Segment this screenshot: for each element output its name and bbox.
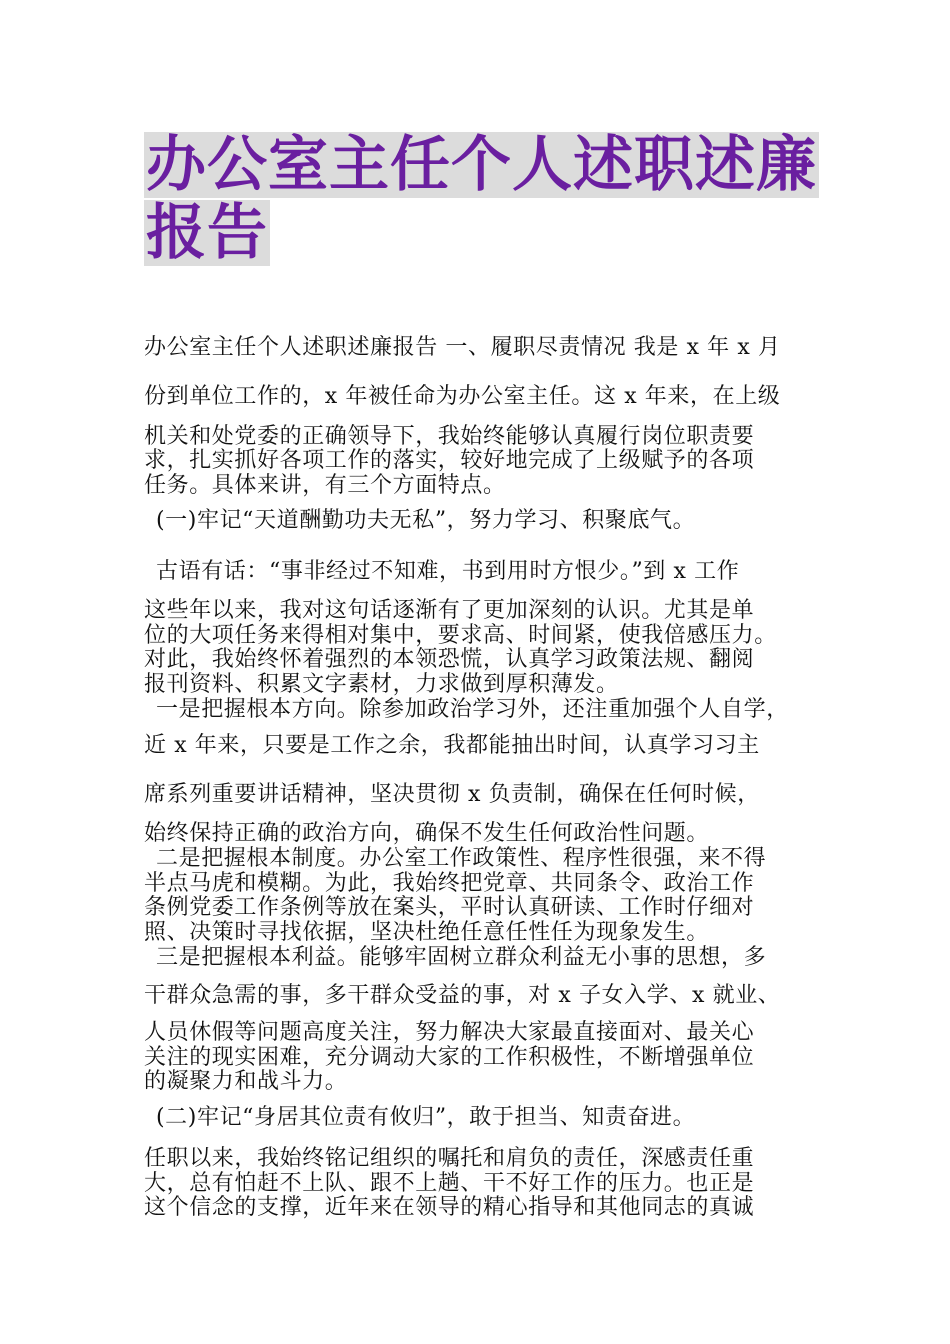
- body-line: 古语有话：“事非经过不知难，书到用时方恨少。”到 x 工作: [156, 559, 740, 584]
- body-line: 始终保持正确的政治方向，确保不发生任何政治性问题。: [144, 821, 710, 846]
- body-line: 任务。具体来讲，有三个方面特点。: [144, 473, 506, 498]
- body-line: 条例党委工作条例等放在案头，平时认真研读、工作时仔细对: [144, 895, 755, 920]
- body-line: 这个信念的支撑，近年来在领导的精心指导和其他同志的真诚: [144, 1195, 755, 1220]
- body-line: 二是把握根本制度。办公室工作政策性、程序性很强，来不得: [156, 846, 767, 871]
- body-line: 任职以来，我始终铭记组织的嘱托和肩负的责任，深感责任重: [144, 1146, 755, 1171]
- body-line: 报刊资料、积累文字素材，力求做到厚积薄发。: [144, 672, 619, 697]
- body-line: 的凝聚力和战斗力。: [144, 1069, 348, 1094]
- body-line: 照、决策时寻找依据，坚决杜绝任意任性任为现象发生。: [144, 920, 710, 945]
- body-line: 干群众急需的事，多干群众受益的事，对 x 子女入学、x 就业、: [144, 983, 781, 1008]
- body-line: 三是把握根本利益。能够牢固树立群众利益无小事的思想，多: [156, 945, 767, 970]
- body-line: 办公室主任个人述职述廉报告 一、履职尽责情况 我是 x 年 x 月: [144, 335, 781, 360]
- document-title-line-1: 办公室主任个人述职述廉: [146, 130, 817, 200]
- body-line: 人员休假等问题高度关注，努力解决大家最直接面对、最关心: [144, 1020, 755, 1045]
- body-line: 席系列重要讲话精神，坚决贯彻 x 负责制，确保在任何时候，: [144, 782, 760, 807]
- body-line: 这些年以来，我对这句话逐渐有了更加深刻的认识。尤其是单: [144, 598, 755, 623]
- body-line: 份到单位工作的，x 年被任命为办公室主任。这 x 年来，在上级: [144, 384, 781, 409]
- document-title-line-2: 报告: [146, 198, 268, 268]
- body-line: 半点马虎和模糊。为此，我始终把党章、共同条令、政治工作: [144, 871, 755, 896]
- body-line: 一是把握根本方向。除参加政治学习外，还注重加强个人自学，: [156, 697, 789, 722]
- body-line: 求，扎实抓好各项工作的落实，较好地完成了上级赋予的各项: [144, 448, 755, 473]
- body-line: 关注的现实困难，充分调动大家的工作积极性，不断增强单位: [144, 1045, 755, 1070]
- body-line: 近 x 年来，只要是工作之余，我都能抽出时间，认真学习习主: [144, 733, 760, 758]
- body-line: 对此，我始终怀着强烈的本领恐慌，认真学习政策法规、翻阅: [144, 647, 755, 672]
- body-line: 位的大项任务来得相对集中，要求高、时间紧，使我倍感压力。: [144, 623, 777, 648]
- section-heading: (一)牢记“天道酬勤功夫无私”，努力学习、积聚底气。: [156, 508, 696, 533]
- body-line: 机关和处党委的正确领导下，我始终能够认真履行岗位职责要: [144, 424, 755, 449]
- section-heading: (二)牢记“身居其位责有攸归”，敢于担当、知责奋进。: [156, 1105, 696, 1130]
- body-line: 大，总有怕赶不上队、跟不上趟、干不好工作的压力。也正是: [144, 1171, 755, 1196]
